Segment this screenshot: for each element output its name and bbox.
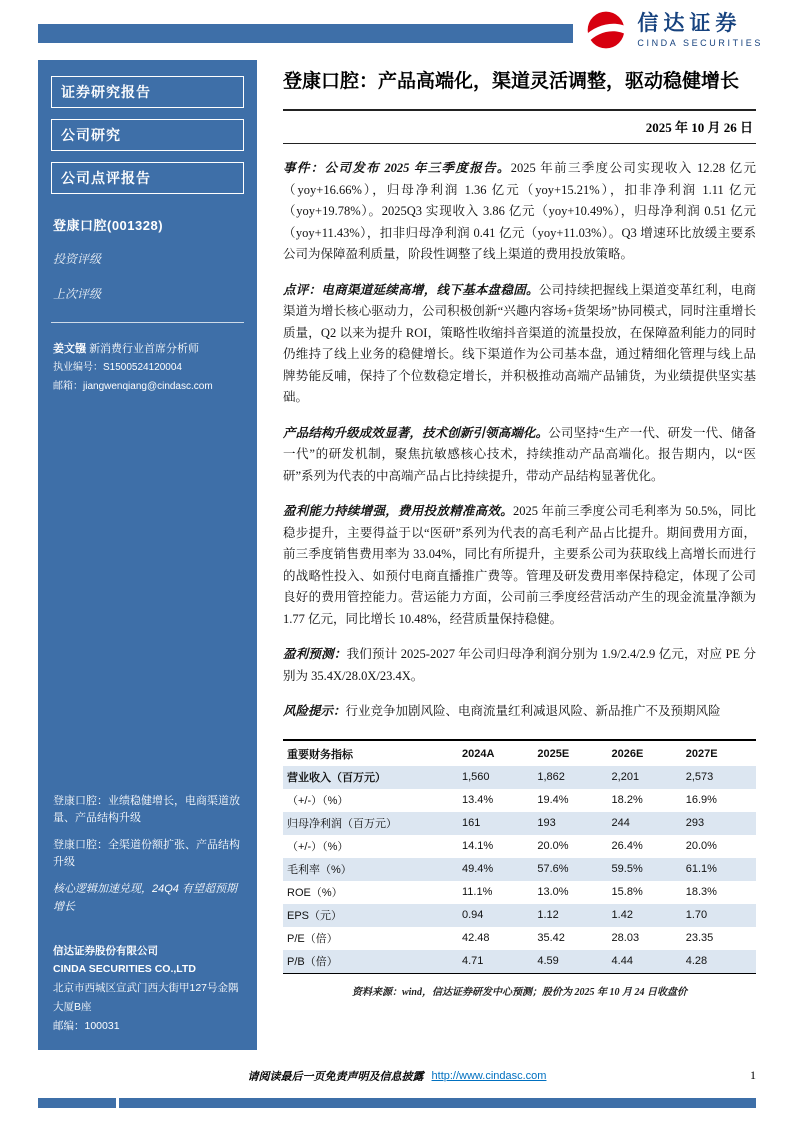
row-label: 归母净利润（百万元） — [287, 818, 397, 831]
paragraph-event — [283, 158, 756, 266]
table-row — [283, 766, 756, 789]
row-value: 13.0% — [537, 886, 569, 899]
row-value: 61.1% — [685, 863, 717, 876]
analyst-name: 姜文镪 — [53, 343, 86, 355]
row-value: 14.1% — [462, 840, 494, 853]
table-row — [283, 904, 756, 927]
paragraph-risk — [283, 701, 756, 723]
row-value: 42.48 — [462, 932, 490, 945]
page-footer — [38, 1068, 756, 1084]
firm-postcode: 邮编：100031 — [53, 1020, 120, 1033]
row-label: 营业收入（百万元） — [287, 772, 386, 785]
row-label: （+/-）（%） — [287, 795, 349, 808]
row-value: 4.28 — [682, 950, 756, 974]
firm-name-en: CINDA SECURITIES CO.,LTD — [53, 963, 196, 976]
table-header-cell: 重要财务指标 — [283, 740, 458, 766]
paragraph-product — [283, 423, 756, 488]
paragraph-lead: 盈利预测： — [283, 647, 347, 662]
firm-info — [53, 942, 242, 1036]
row-value: 161 — [462, 817, 481, 830]
related-report-item: 登康口腔：全渠道份额扩张、产品结构升级 — [53, 839, 240, 869]
bottom-accent-bar — [38, 1098, 756, 1108]
paragraph-comment — [283, 280, 756, 409]
row-label: EPS（元） — [287, 910, 343, 923]
row-value: 1.70 — [685, 909, 708, 922]
related-report-item: 登康口腔：业绩稳健增长，电商渠道放量、产品结构升级 — [53, 795, 240, 825]
row-label: P/B（倍） — [283, 950, 458, 974]
row-value: 2,573 — [685, 771, 714, 784]
table-header-cell: 2024A — [458, 740, 533, 766]
table-header-cell: 2025E — [533, 740, 607, 766]
row-value: 11.1% — [462, 886, 493, 899]
table-row — [283, 789, 756, 812]
row-value: 244 — [611, 817, 630, 830]
paragraph-lead: 风险提示： — [283, 704, 346, 719]
sidebar-box-research-type: 公司研究 — [51, 119, 244, 151]
paragraph-lead: 事件：公司发布 2025 年三季度报告。 — [283, 161, 511, 176]
disclaimer-text: 请阅读最后一页免责声明及信息披露 — [247, 1071, 424, 1083]
row-value: 4.71 — [458, 950, 533, 974]
row-value: 20.0% — [685, 840, 717, 853]
row-value: 19.4% — [537, 794, 569, 807]
analyst-title: 新消费行业首席分析师 — [89, 343, 200, 355]
row-label: （+/-）（%） — [287, 841, 349, 854]
row-value: 16.9% — [685, 794, 717, 807]
row-value: 193 — [537, 817, 556, 830]
row-label: ROE（%） — [287, 887, 343, 900]
logo-name-cn: 信达证券 — [637, 12, 742, 36]
sidebar — [38, 60, 257, 1050]
analyst-block — [53, 339, 242, 396]
row-value: 1,560 — [462, 771, 490, 784]
bottom-bar-segment-left — [38, 1098, 116, 1108]
paragraph-text: 我们预计 2025-2027 年公司归母净利润分别为 1.9/2.4/2.9 亿元，对应 PE 分别为 35.4X/28.0X/23.4X。 — [283, 647, 756, 683]
table-header-row — [283, 740, 756, 766]
cinda-logo-icon — [584, 8, 628, 52]
row-value: 18.3% — [685, 886, 717, 899]
row-value: 293 — [685, 817, 705, 830]
row-value: 4.59 — [533, 950, 607, 974]
sidebar-box-report-type: 证券研究报告 — [51, 76, 244, 108]
analyst-email: 邮箱：jiangwenqiang@cindasc.com — [53, 380, 213, 392]
table-header-cell: 2027E — [682, 740, 756, 766]
paragraph-text: 2025 年前三季度公司实现收入 12.28 亿元（yoy+16.66%），归母净利润 1.36 亿元（yoy+15.21%），扣非净利润 1.11 亿元（yoy+19.78%）。2025Q3 实现收入 3.86 亿元（yoy+10.49%），归母净利润 0.51 亿元（yoy+11.43%），扣非归母净利润 0.41 亿元（yoy+11.03%）。Q3 增速环比放缓主要系公司为保障盈利质量，阶段性调整了线上渠道的费用投放策略。 — [283, 161, 756, 262]
sidebar-spacer — [51, 396, 244, 793]
related-report-item: 核心逻辑加速兑现，24Q4 有望超预期增长 — [53, 883, 237, 913]
paragraph-lead: 产品结构升级成效显著，技术创新引领高端化。 — [283, 425, 549, 440]
row-value: 35.42 — [537, 932, 565, 945]
stock-name: 登康口腔(001328) — [53, 218, 164, 233]
prev-rating-label: 上次评级 — [53, 287, 102, 301]
row-label: 毛利率（%） — [287, 864, 352, 877]
row-value: 28.03 — [611, 932, 640, 945]
row-value: 1,862 — [537, 771, 565, 784]
top-accent-bar — [38, 24, 573, 43]
row-label: P/E（倍） — [287, 933, 338, 946]
row-value: 26.4% — [611, 840, 643, 853]
row-value: 18.2% — [611, 794, 643, 807]
page-number: 1 — [750, 1068, 756, 1082]
row-value: 20.0% — [537, 840, 569, 853]
logo-name-en: CINDA SECURITIES — [637, 37, 763, 48]
sidebar-divider — [51, 322, 244, 323]
table-header-cell: 2026E — [608, 740, 682, 766]
row-value: 13.4% — [462, 794, 494, 807]
paragraph-forecast — [283, 644, 756, 687]
row-value: 59.5% — [611, 863, 643, 876]
row-value: 1.42 — [611, 909, 633, 922]
table-row — [283, 881, 756, 904]
paragraph-text: 2025 年前三季度公司毛利率为 50.5%，同比稳步提升，主要得益于以“医研”系列为代表的高毛利产品占比提升。期间费用方面，前三季度销售费用率为 33.04%，同比有所提升，主要系公司为获取线上高增长而进行的战略性投入、如预付电商直播推广费等。管理及研发费用率保持稳定，体现了公司良好的费用管控能力。营运能力方面，公司前三季度经营活动产生的现金流量净额为 1.77 亿元，同比增长 10.48%，经营质量保持稳健。 — [283, 504, 756, 626]
analyst-name-title — [53, 339, 242, 359]
paragraph-text: 公司持续把握线上渠道变革红利，电商渠道为增长核心驱动力，公司积极创新“兴趣内容场+货架场”协同模式，同时注重增长质量，Q2 以来为提升 ROI，策略性收缩抖音渠道的流量投放，在保障盈利能力的同时仍维持了线上业务的稳健增长。线下渠道作为公司基本盘，通过精细化管理与线上品牌势能反哺，保持了个位数稳定增长，并积极推动高端产品铺货，为业绩提供坚实基础。 — [283, 282, 756, 405]
sidebar-box-report-subtype: 公司点评报告 — [51, 162, 244, 194]
table-source-note: 资料来源：wind，信达证券研发中心预测；股价为 2025 年 10 月 24 日收盘价 — [351, 986, 687, 998]
report-date: 2025 年 10 月 26 日 — [283, 109, 756, 144]
cinda-logo — [584, 8, 763, 52]
row-value: 2,201 — [611, 771, 640, 784]
table-row — [283, 927, 756, 950]
table-row — [283, 950, 756, 974]
main-content — [283, 64, 756, 998]
paragraph-text: 行业竞争加剧风险、电商流量红利减退风险、新品推广不及预期风险 — [345, 704, 721, 719]
analyst-license: 执业编号：S1500524120004 — [53, 362, 182, 374]
row-value: 15.8% — [611, 886, 643, 899]
cinda-logo-text — [637, 12, 763, 47]
row-value: 49.4% — [462, 863, 494, 876]
paragraph-lead: 盈利能力持续增强，费用投放精准高效。 — [283, 504, 513, 519]
row-value: 0.94 — [462, 909, 484, 922]
firm-address: 北京市西城区宣武门西大街甲127号金隅大厦B座 — [53, 982, 239, 1014]
row-value: 23.35 — [685, 932, 714, 945]
table-row — [283, 812, 756, 835]
firm-name-cn: 信达证券股份有限公司 — [53, 944, 158, 957]
paragraph-lead: 点评：电商渠道延续高增，线下基本盘稳固。 — [283, 282, 539, 297]
website-link[interactable]: http://www.cindasc.com — [431, 1070, 547, 1082]
related-reports — [53, 793, 242, 925]
row-value: 1.12 — [537, 909, 559, 922]
report-title: 登康口腔：产品高端化，渠道灵活调整，驱动稳健增长 — [283, 71, 740, 92]
rating-label: 投资评级 — [53, 252, 102, 266]
paragraph-text: 公司坚持“生产一代、研发一代、储备一代”的研发机制，聚焦抗敏感核心技术，持续推动产品高端化。报告期内，以“医研”系列为代表的中高端产品占比持续提升，带动产品结构显著优化。 — [283, 425, 756, 483]
row-value: 4.44 — [608, 950, 682, 974]
paragraph-profitability — [283, 501, 756, 630]
table-row — [283, 835, 756, 858]
bottom-bar-segment-right — [119, 1098, 756, 1108]
financial-table — [283, 739, 756, 974]
row-value: 57.6% — [537, 863, 569, 876]
table-row — [283, 858, 756, 881]
